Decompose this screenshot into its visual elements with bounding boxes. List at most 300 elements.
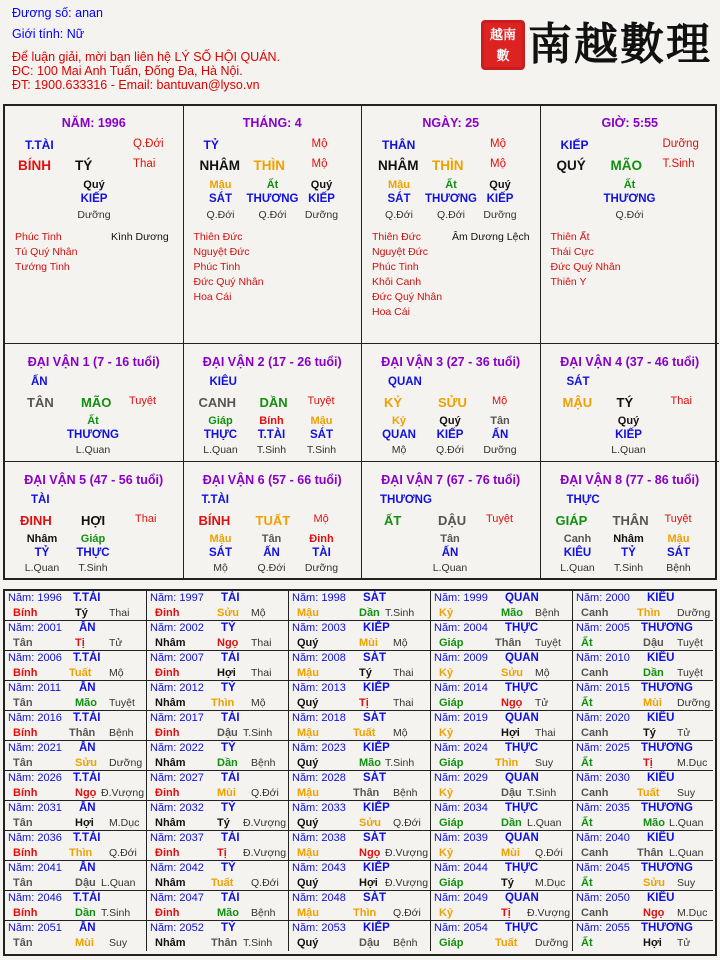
annual-cell — [431, 591, 573, 621]
year-stage: T.Sinh — [243, 937, 273, 949]
year-stem: Bính — [13, 607, 38, 619]
year-stem: Mậu — [297, 787, 319, 799]
annual-cell — [573, 651, 713, 681]
pillar-cell — [184, 106, 363, 344]
year-god: THƯƠNG — [641, 922, 693, 934]
year-stage: Tuyệt — [677, 667, 703, 679]
year-god: THỰC — [505, 922, 539, 934]
luck-stage: Mộ — [492, 395, 508, 407]
year-stem: Ất — [581, 937, 593, 949]
year-stage: Dưỡng — [677, 607, 711, 619]
luck-hidden-stem: Tân — [261, 533, 282, 545]
year-stage: Đ.Vượng — [243, 817, 287, 829]
year-stem: Nhâm — [155, 697, 186, 709]
year-god: KIÊU — [647, 592, 675, 604]
year-branch: Thân — [637, 847, 664, 859]
year-stage: Thai — [251, 667, 272, 679]
year-god: KIÊU — [647, 712, 675, 724]
shen-sha-star: Đức Quý Nhân — [193, 276, 264, 288]
shen-sha-star: Đức Quý Nhân — [372, 291, 443, 303]
luck-branch: TUẤT — [255, 513, 291, 528]
stem-god: THÂN — [382, 138, 416, 152]
pillar-ts-top: Mộ — [311, 138, 328, 150]
annual-cell — [431, 801, 573, 831]
year-branch: Sửu — [75, 757, 98, 769]
stem-god: T.TÀI — [25, 138, 54, 152]
year-stem: Kỷ — [439, 787, 454, 799]
luck-stem-god: TÀI — [31, 494, 50, 506]
year-label: Năm: 2015 — [576, 682, 630, 694]
year-label: Năm: 2029 — [434, 772, 488, 784]
year-label: Năm: 2035 — [576, 802, 630, 814]
year-label: Năm: 2001 — [8, 622, 62, 634]
year-stem: Ất — [581, 757, 593, 769]
year-branch: Ngọ — [501, 697, 523, 709]
luck-stem: CANH — [198, 395, 237, 410]
address-line: ĐC: 100 Mai Anh Tuấn, Đống Đa, Hà Nội. — [12, 64, 243, 78]
pillar-ts-top: Mộ — [490, 138, 506, 150]
annual-cell — [147, 771, 289, 801]
annual-cell — [147, 741, 289, 771]
hidden-god: THƯƠNG — [603, 193, 656, 205]
shen-sha-star: Đức Quý Nhân — [550, 261, 621, 273]
luck-hidden-stage: Dưỡng — [483, 444, 517, 456]
annual-cell — [147, 831, 289, 861]
year-branch: Tị — [75, 637, 85, 649]
year-label: Năm: 2028 — [292, 772, 346, 784]
year-branch: Thìn — [637, 607, 661, 619]
year-god: T.TÀI — [73, 592, 101, 604]
pillar-title: NĂM: 1996 — [61, 116, 126, 130]
year-stem: Canh — [581, 727, 609, 739]
annual-luck-table — [3, 589, 717, 956]
shen-sha-star: Kình Dương — [111, 231, 169, 243]
earthly-branch: TÝ — [75, 158, 93, 173]
year-label: Năm: 2030 — [576, 772, 630, 784]
luck-pillar-cell — [184, 344, 363, 462]
year-label: Năm: 2023 — [292, 742, 346, 754]
year-god: ẤN — [79, 742, 96, 754]
year-stem: Đinh — [155, 847, 180, 859]
luck-stage: Tuyệt — [486, 513, 514, 525]
year-god: QUAN — [505, 652, 539, 664]
year-stage: T.Sinh — [385, 757, 415, 769]
year-god: TỶ — [221, 802, 236, 814]
luck-branch: THÂN — [612, 513, 649, 528]
shen-sha-star: Phúc Tinh — [372, 261, 419, 273]
year-branch: Thân — [353, 787, 380, 799]
luck-hidden-stage: T.Sinh — [306, 444, 337, 456]
year-stem: Quý — [297, 817, 319, 829]
luck-stem: ẤT — [384, 513, 402, 528]
pillar-cell — [541, 106, 720, 344]
year-stem: Mậu — [297, 727, 319, 739]
annual-cell — [5, 651, 147, 681]
annual-cell — [573, 681, 713, 711]
year-stem: Giáp — [439, 877, 464, 889]
hidden-god: SÁT — [209, 193, 232, 205]
year-god: TỶ — [221, 862, 236, 874]
hidden-god: THƯƠNG — [246, 193, 299, 205]
year-stem: Nhâm — [155, 757, 186, 769]
year-branch: Dậu — [643, 637, 664, 649]
year-label: Năm: 2043 — [292, 862, 346, 874]
luck-hidden-god: THỰC — [203, 429, 238, 441]
year-god: T.TÀI — [73, 652, 101, 664]
luck-hidden-stem: Nhâm — [26, 533, 58, 545]
year-label: Năm: 2016 — [8, 712, 62, 724]
year-stem: Tân — [13, 697, 33, 709]
year-god: KIẾP — [363, 802, 390, 814]
year-label: Năm: 2034 — [434, 802, 488, 814]
luck-hidden-stem: Đinh — [309, 533, 334, 545]
annual-cell — [431, 711, 573, 741]
annual-cell — [431, 621, 573, 651]
shen-sha-star: Hoa Cái — [372, 306, 410, 318]
luck-stem: ĐINH — [20, 513, 52, 528]
year-branch: Tý — [75, 607, 88, 619]
year-branch: Hợi — [501, 727, 520, 739]
year-label: Năm: 2049 — [434, 892, 488, 904]
year-stem: Bính — [13, 847, 38, 859]
year-branch: Tý — [217, 817, 230, 829]
four-pillars-chart — [3, 104, 717, 580]
shen-sha-star: Hoa Cái — [193, 291, 232, 303]
year-god: TÀI — [221, 892, 240, 904]
annual-cell — [573, 771, 713, 801]
year-stage: Thai — [535, 727, 556, 739]
year-stem: Tân — [13, 757, 33, 769]
year-stage: Bệnh — [109, 727, 134, 739]
annual-cell — [5, 681, 147, 711]
luck-hidden-stem: Bính — [259, 415, 284, 427]
year-stem: Mậu — [297, 847, 319, 859]
luck-stem-god: ẤN — [31, 376, 48, 388]
luck-hidden-god: ẤN — [441, 547, 459, 559]
luck-stem: BÍNH — [198, 513, 231, 528]
year-label: Năm: 2013 — [292, 682, 346, 694]
year-label: Năm: 2005 — [576, 622, 630, 634]
year-stage: Đ.Vượng — [243, 847, 287, 859]
year-branch: Mùi — [643, 697, 662, 709]
year-god: QUAN — [505, 772, 539, 784]
pillar-ts-top: Q.Đới — [133, 138, 164, 150]
year-branch: Dậu — [75, 877, 96, 889]
year-stage: Tuyệt — [677, 637, 703, 649]
luck-hidden-stem: Quý — [439, 415, 461, 427]
year-label: Năm: 1996 — [8, 592, 62, 604]
luck-branch: DẦN — [259, 395, 288, 410]
year-label: Năm: 2041 — [8, 862, 62, 874]
year-branch: Mão — [75, 697, 97, 709]
luck-stem-god: SÁT — [566, 376, 590, 388]
hidden-stem: Quý — [83, 179, 105, 191]
year-stage: T.Sinh — [243, 727, 273, 739]
red-seal-icon: 越南數 — [481, 20, 525, 70]
year-stem: Bính — [13, 667, 38, 679]
luck-branch: SỬU — [438, 395, 467, 410]
year-stem: Mậu — [297, 607, 319, 619]
luck-hidden-god: SÁT — [667, 547, 690, 559]
year-god: T.TÀI — [73, 832, 101, 844]
year-stage: T.Sinh — [101, 907, 131, 919]
annual-cell — [147, 621, 289, 651]
annual-cell — [147, 861, 289, 891]
year-branch: Hợi — [359, 877, 378, 889]
year-label: Năm: 2052 — [150, 922, 204, 934]
year-stage: Bệnh — [535, 607, 560, 619]
year-stem: Đinh — [155, 907, 180, 919]
year-god: THƯƠNG — [641, 622, 693, 634]
year-label: Năm: 2027 — [150, 772, 204, 784]
year-god: THƯƠNG — [641, 802, 693, 814]
year-branch: Ngọ — [75, 787, 97, 799]
year-stage: Thai — [109, 607, 130, 619]
year-branch: Tý — [359, 667, 372, 679]
year-stage: Tuyệt — [109, 697, 135, 709]
year-branch: Dần — [643, 667, 664, 679]
year-stage: Dưỡng — [677, 697, 711, 709]
luck-pillar-cell — [541, 344, 720, 462]
pillar-title: THÁNG: 4 — [242, 116, 302, 130]
year-stage: Q.Đới — [393, 817, 421, 829]
luck-pillar-cell — [5, 344, 184, 462]
year-stem: Kỷ — [439, 907, 454, 919]
annual-cell — [5, 711, 147, 741]
year-stem: Giáp — [439, 637, 464, 649]
year-god: TÀI — [221, 592, 240, 604]
year-stem: Ất — [581, 697, 593, 709]
year-branch: Sửu — [359, 817, 382, 829]
year-stage: Bệnh — [393, 787, 418, 799]
year-stage: Suy — [535, 757, 554, 769]
shen-sha-star: Phúc Tinh — [193, 261, 241, 273]
luck-hidden-god: THƯƠNG — [67, 429, 119, 441]
year-label: Năm: 2044 — [434, 862, 488, 874]
year-branch: Tuất — [69, 667, 92, 679]
year-god: KIẾP — [363, 922, 390, 934]
hidden-god: SÁT — [387, 193, 411, 205]
year-label: Năm: 2024 — [434, 742, 488, 754]
year-god: KIẾP — [363, 742, 390, 754]
annual-cell — [289, 771, 431, 801]
heavenly-stem: NHÂM — [199, 158, 240, 173]
year-stage: Dưỡng — [535, 937, 569, 949]
year-branch: Tị — [643, 757, 653, 769]
year-stage: Thai — [393, 697, 414, 709]
year-god: THỰC — [505, 862, 539, 874]
luck-stage: Thai — [670, 395, 692, 407]
year-label: Năm: 2025 — [576, 742, 630, 754]
year-label: Năm: 2009 — [434, 652, 488, 664]
year-label: Năm: 2040 — [576, 832, 630, 844]
year-label: Năm: 2021 — [8, 742, 62, 754]
year-label: Năm: 2006 — [8, 652, 62, 664]
shen-sha-star: Nguyệt Đức — [372, 246, 429, 258]
year-god: QUAN — [505, 592, 539, 604]
year-stage: Tử — [109, 637, 123, 649]
year-stem: Nhâm — [155, 877, 186, 889]
luck-hidden-god: KIẾP — [436, 429, 464, 441]
year-label: Năm: 2018 — [292, 712, 346, 724]
luck-hidden-god: QUAN — [382, 429, 416, 441]
luck-stem: TÂN — [27, 395, 54, 410]
year-label: Năm: 2053 — [292, 922, 346, 934]
year-stem: Giáp — [439, 817, 464, 829]
luck-hidden-stage: Dưỡng — [304, 562, 339, 574]
luck-pillar-title: ĐẠI VẬN 5 (47 - 56 tuổi) — [24, 473, 164, 487]
year-label: Năm: 2019 — [434, 712, 488, 724]
annual-cell — [289, 921, 431, 951]
earthly-branch: MÃO — [610, 158, 642, 173]
annual-cell — [431, 771, 573, 801]
year-label: Năm: 2033 — [292, 802, 346, 814]
year-stem: Tân — [13, 877, 33, 889]
luck-pillar-cell — [184, 462, 363, 580]
shen-sha-star: Tướng Tinh — [15, 261, 70, 273]
annual-cell — [147, 921, 289, 951]
year-stage: Tử — [677, 937, 691, 949]
year-label: Năm: 1999 — [434, 592, 488, 604]
year-stage: Bệnh — [251, 907, 276, 919]
year-stage: Q.Đới — [535, 847, 563, 859]
annual-cell — [573, 891, 713, 921]
annual-cell — [289, 891, 431, 921]
luck-hidden-god: TỶ — [34, 547, 50, 559]
year-god: SÁT — [363, 832, 386, 844]
year-god: TỶ — [221, 622, 236, 634]
year-god: KIÊU — [647, 652, 675, 664]
shen-sha-star: Thiên Y — [550, 276, 587, 288]
year-stage: L.Quan — [101, 877, 136, 889]
year-branch: Tuất — [353, 727, 376, 739]
pillar-title: GIỜ: 5:55 — [601, 116, 658, 130]
annual-cell — [5, 861, 147, 891]
luck-hidden-stage: T.Sinh — [256, 444, 287, 456]
luck-hidden-stage: Bệnh — [666, 562, 691, 574]
annual-cell — [147, 651, 289, 681]
heavenly-stem: NHÂM — [378, 158, 419, 173]
year-god: THƯƠNG — [641, 862, 693, 874]
year-label: Năm: 2051 — [8, 922, 62, 934]
year-stage: Q.Đới — [393, 907, 421, 919]
luck-pillar-cell — [5, 462, 184, 580]
hidden-stem: Ất — [266, 179, 279, 191]
luck-hidden-stage: L.Quan — [75, 444, 111, 456]
year-branch: Ngọ — [643, 907, 665, 919]
year-label: Năm: 2020 — [576, 712, 630, 724]
luck-hidden-god: TỶ — [621, 547, 636, 559]
year-stem: Canh — [581, 607, 609, 619]
year-stage: T.Sinh — [385, 607, 415, 619]
year-stem: Quý — [297, 637, 319, 649]
year-god: KIÊU — [647, 772, 675, 784]
year-label: Năm: 2022 — [150, 742, 204, 754]
year-branch: Dần — [359, 607, 380, 619]
year-god: ẤN — [79, 682, 96, 694]
year-stem: Ất — [581, 637, 593, 649]
annual-cell — [5, 621, 147, 651]
year-label: Năm: 2046 — [8, 892, 62, 904]
year-branch: Thìn — [211, 697, 235, 709]
annual-cell — [431, 891, 573, 921]
year-stem: Bính — [13, 727, 38, 739]
earthly-branch: THÌN — [432, 158, 464, 173]
year-branch: Ngọ — [359, 847, 381, 859]
luck-hidden-stage: Q.Đới — [257, 562, 286, 574]
year-stage: Bệnh — [251, 757, 276, 769]
luck-hidden-stage: T.Sinh — [613, 562, 644, 574]
shen-sha-star: Nguyệt Đức — [193, 246, 250, 258]
luck-hidden-god: SÁT — [209, 547, 232, 559]
year-label: Năm: 2012 — [150, 682, 204, 694]
luck-stem-god: THỰC — [566, 494, 600, 506]
shen-sha-star: Tú Quý Nhân — [15, 246, 78, 258]
year-label: Năm: 2011 — [8, 682, 61, 694]
annual-cell — [573, 861, 713, 891]
year-stem: Ất — [581, 877, 593, 889]
luck-hidden-god: TÀI — [312, 547, 331, 559]
year-god: KIẾP — [363, 682, 390, 694]
luck-hidden-stem: Tân — [490, 415, 510, 427]
year-label: Năm: 2003 — [292, 622, 346, 634]
annual-cell — [431, 861, 573, 891]
year-stage: L.Quan — [527, 817, 562, 829]
year-god: TỶ — [221, 922, 236, 934]
year-label: Năm: 2055 — [576, 922, 630, 934]
shen-sha-star: Âm Dương Lệch — [452, 231, 530, 243]
year-stage: Mộ — [251, 607, 266, 619]
year-label: Năm: 2037 — [150, 832, 204, 844]
annual-cell — [431, 741, 573, 771]
luck-hidden-stage: Mộ — [391, 444, 407, 456]
luck-hidden-stem: Giáp — [208, 415, 233, 427]
hidden-stem: Ất — [445, 179, 457, 191]
hidden-stage: Q.Đới — [385, 209, 413, 221]
year-branch: Thân — [211, 937, 238, 949]
year-stem: Kỷ — [439, 667, 454, 679]
annual-cell — [573, 591, 713, 621]
year-god: T.TÀI — [73, 892, 101, 904]
year-stem: Bính — [13, 787, 38, 799]
year-branch: Sửu — [643, 877, 666, 889]
life-stage: Thai — [133, 158, 156, 170]
year-god: TÀI — [221, 652, 240, 664]
year-label: Năm: 2047 — [150, 892, 204, 904]
year-stage: Mộ — [393, 727, 408, 739]
year-stem: Bính — [13, 907, 38, 919]
annual-cell — [573, 921, 713, 951]
year-branch: Hợi — [75, 817, 94, 829]
hidden-god: KIẾP — [80, 193, 108, 205]
year-god: SÁT — [363, 652, 386, 664]
luck-branch: MÃO — [81, 395, 112, 410]
luck-hidden-god: KIẾP — [615, 429, 642, 441]
year-god: ẤN — [79, 862, 96, 874]
annual-cell — [573, 801, 713, 831]
annual-cell — [289, 741, 431, 771]
annual-cell — [431, 831, 573, 861]
luck-hidden-god: ẤN — [491, 429, 509, 441]
year-label: Năm: 2008 — [292, 652, 346, 664]
year-god: T.TÀI — [73, 772, 101, 784]
luck-hidden-stem: Nhâm — [613, 533, 644, 545]
year-branch: Dần — [217, 757, 238, 769]
year-god: ẤN — [79, 922, 96, 934]
annual-cell — [289, 711, 431, 741]
year-stem: Giáp — [439, 757, 464, 769]
luck-stage: Thai — [135, 513, 157, 525]
